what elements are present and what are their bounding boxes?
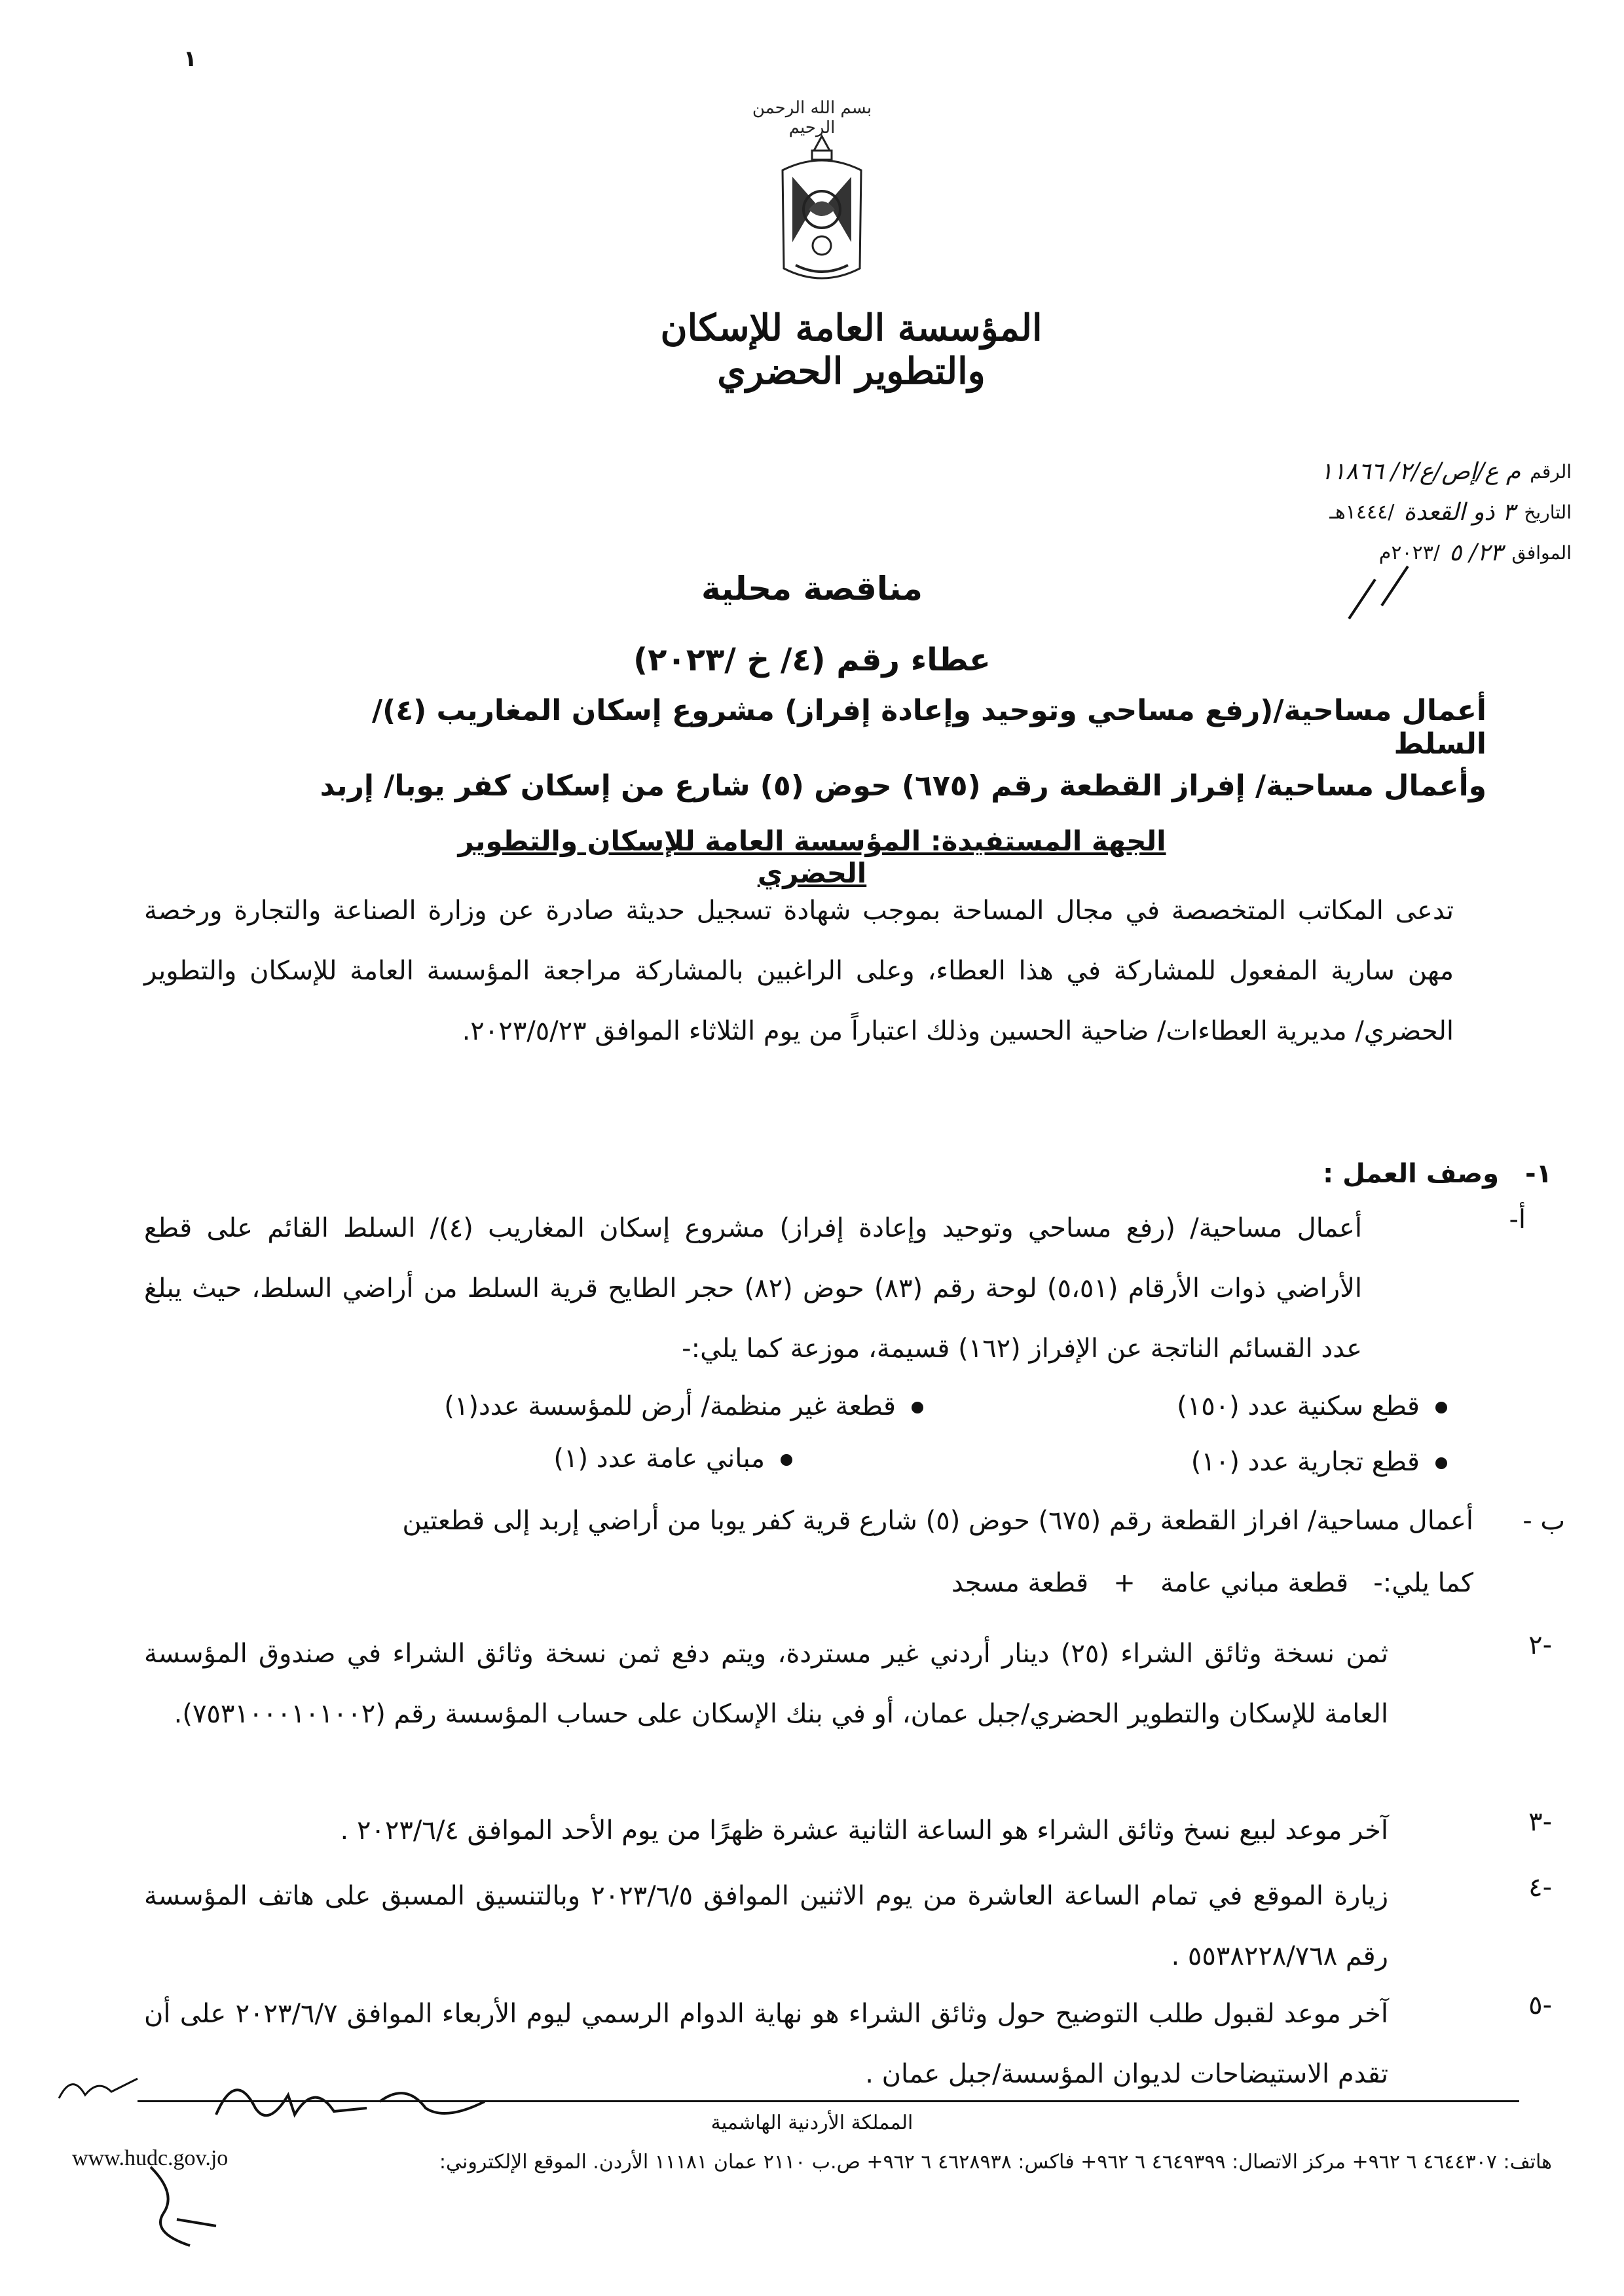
item-4-text: زيارة الموقع في تمام الساعة العاشرة من يوم الاثنين الموافق ٢٠٢٣/٦/٥ وبالتنسيق المسبق على هاتف المؤسسة رقم ٥٥٣٨٢٢٨/٧٦٨ .	[144, 1881, 1389, 1971]
reference-date-value: ٣ ذو القعدة	[1403, 499, 1515, 526]
reference-date-label: التاريخ	[1524, 501, 1572, 523]
jordan-crest-icon	[776, 131, 868, 295]
signature-icon	[210, 2056, 504, 2134]
initials-icon	[52, 2066, 144, 2105]
section-1-number: ١-	[1524, 1159, 1552, 1189]
footer-contact: هاتف: ٤٦٤٤٣٠٧ ٦ ٩٦٢+ مركز الاتصال: ٤٦٤٩٣٩٩ ٦ ٩٦٢+ فاكس: ٤٦٢٨٩٣٨ ٦ ٩٦٢+ ص.ب ٢١١٠ عمان ١١١٨١ الأردن. الموقع الإلكتروني:	[439, 2151, 1552, 2174]
item-5-text: آخر موعد لقبول طلب التوضيح حول وثائق الشراء هو نهاية الدوام الرسمي ليوم الأربعاء الموافق ٢٠٢٣/٦/٧ على أن تقدم الاستيضاحات لديوان المؤسسة/جبل عمان .	[144, 1999, 1388, 2089]
bullet-dot-icon	[912, 1402, 923, 1413]
section-1-title: وصف العمل :	[1323, 1159, 1499, 1189]
footer-country: المملكة الأردنية الهاشمية	[710, 2111, 913, 2134]
reference-date-line	[1153, 492, 1572, 533]
reference-corresponding-value: ٢٣/ ٥	[1449, 539, 1503, 566]
bullet-dot-icon	[1435, 1402, 1447, 1413]
bullet-commercial: قطع تجارية عدد (١٠)	[1191, 1447, 1447, 1477]
reference-corresponding-greg: /٢٠٢٣م	[1378, 541, 1440, 564]
item-2-number: ٢-	[1528, 1630, 1552, 1660]
tender-subject-line-2: وأعمال مساحية/ إفراز القطعة رقم (٦٧٥) حوض (٥) شارع من إسكان كفر يوبا/ إربد	[320, 769, 1486, 803]
reference-number-value: م ع/إص/ع/٢/ ١١٨٦٦	[1320, 458, 1521, 485]
footer-website-link[interactable]: www.hudc.gov.jo	[72, 2146, 229, 2170]
beneficiary-heading: الجهة المستفيدة: المؤسسة العامة للإسكان والتطوير الحضري	[458, 825, 1166, 889]
reference-corresponding-label: الموافق	[1511, 542, 1572, 564]
item-a-label: أ-	[1509, 1205, 1526, 1235]
bullet-unorganized: قطعة غير منظمة/ أرض للمؤسسة عدد(١)	[444, 1391, 923, 1421]
footer-divider	[138, 2100, 1519, 2102]
item-3-text: آخر موعد لبيع نسخ وثائق الشراء هو الساعة الثانية عشرة ظهرًا من يوم الأحد الموافق ٢٠٢٣/٦/٤ .	[340, 1815, 1388, 1846]
item-2-text: ثمن نسخة وثائق الشراء (٢٥) دينار أردني غير مستردة، ويتم دفع ثمن نسخة وثائق الشراء في صندوق المؤسسة العامة للإسكان والتطوير الحضري/جبل عمان، أو في بنك الإسكان على حساب المؤسسة رقم (٧٥٣١٠٠٠١٠١٠٠٢).	[144, 1639, 1389, 1729]
page-number: ١	[183, 46, 197, 72]
item-5-number: ٥-	[1528, 1990, 1552, 2020]
item-b-label: ب -	[1522, 1506, 1565, 1536]
item-b-text: أعمال مساحية/ افراز القطعة رقم (٦٧٥) حوض (٥) شارع قرية كفر يوبا من أراضي إربد إلى قطعتين	[402, 1506, 1473, 1536]
tender-type-heading: مناقصة محلية	[701, 570, 923, 608]
section-1-header	[1323, 1159, 1552, 1189]
bullet-dot-icon	[1435, 1457, 1447, 1469]
reference-number-line	[1153, 452, 1572, 492]
item-a-text: أعمال مساحية/ (رفع مساحي وتوحيد وإعادة إفراز) مشروع إسكان المغاريب (٤)/ السلط القائم على قطع الأراضي ذوات الأرقام (٥،٥١) لوحة رقم (٨٣) حوض (٨٢) حجر الطايح قرية السلط من أراضي السلط، حيث يبلغ عدد القسائم الناتجة عن الإفراز (١٦٢) قسيمة، موزعة كما يلي:-	[144, 1213, 1363, 1364]
intro-paragraph: تدعى المكاتب المتخصصة في مجال المساحة بموجب شهادة تسجيل حديثة صادرة عن وزارة الصناعة والتجارة ورخصة مهن سارية المفعول للمشاركة في هذا العطاء، وعلى الراغبين بالمشاركة مراجعة المؤسسة العامة للإسكان والتطوير الحضري/ مديرية العطاءات/ ضاحية الحسين وذلك اعتباراً من يوم الثلاثاء الموافق ٢٠٢٣/٥/٢٣.	[144, 896, 1454, 1046]
tender-subject-line-1: أعمال مساحية/(رفع مساحي وتوحيد وإعادة إفراز) مشروع إسكان المغاريب (٤)/ السلط	[372, 694, 1486, 761]
item-b-text-2: كما يلي:- قطعة مباني عامة + قطعة مسجد	[951, 1568, 1473, 1598]
organization-title: المؤسسة العامة للإسكان والتطوير الحضري	[660, 306, 1043, 393]
item-4-number: ٤-	[1528, 1872, 1552, 1903]
basmala: بسم الله الرحمن الرحيم	[752, 98, 872, 137]
reference-number-label: الرقم	[1530, 461, 1572, 483]
bullet-residential: قطع سكنية عدد (١٥٠)	[1177, 1391, 1447, 1421]
bullet-public-buildings: مباني عامة عدد (١)	[553, 1444, 792, 1474]
item-3-number: ٣-	[1528, 1807, 1552, 1837]
bullet-dot-icon	[781, 1454, 792, 1466]
reference-date-hijri: /١٤٤٤هـ	[1329, 501, 1395, 524]
tender-number-heading: عطاء رقم (٤/ خ /٢٠٢٣)	[633, 642, 991, 678]
